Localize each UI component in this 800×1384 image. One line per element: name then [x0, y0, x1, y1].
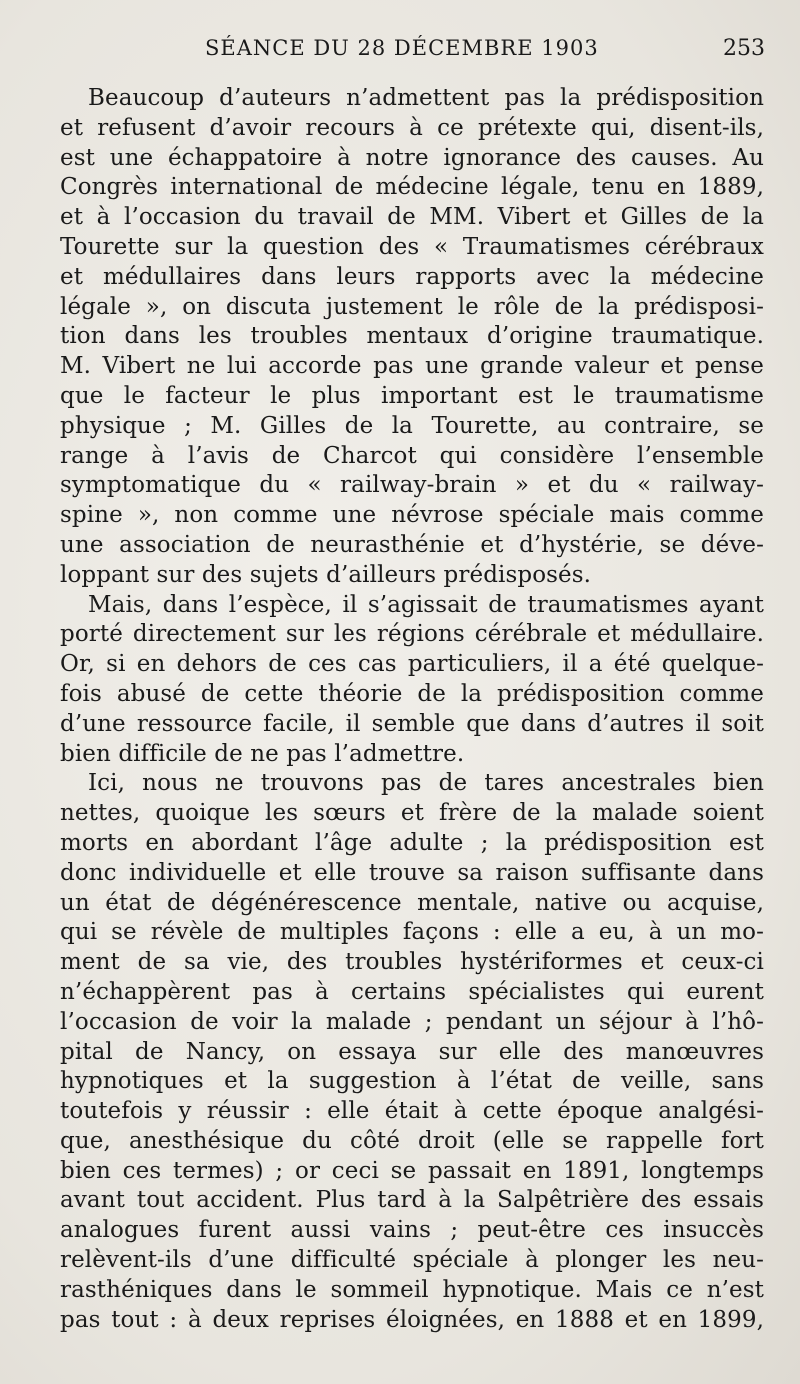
text-line: avant tout accident. Plus tard à la Salpêtrière des essais — [60, 1187, 764, 1214]
text-line: donc individuelle et elle trouve sa raison suffisante dans — [60, 859, 764, 886]
text-line: qui se révèle de multiples façons : elle a eu, à un mo- — [60, 919, 764, 946]
text-line: Beaucoup d’auteurs n’admettent pas la prédisposition — [88, 85, 764, 111]
text-line: est une échappatoire à notre ignorance des causes. Au — [60, 144, 764, 171]
text-line: bien ces termes) ; or ceci se passait en 1891, longtemps — [60, 1157, 764, 1184]
text-line: M. Vibert ne lui accorde pas une grande valeur et pense — [60, 353, 764, 380]
text-line: analogues furent aussi vains ; peut-être ces insuccès — [60, 1217, 764, 1244]
text-line: physique ; M. Gilles de la Tourette, au contraire, se — [60, 412, 764, 439]
text-line: Ici, nous ne trouvons pas de tares ancestrales bien — [88, 770, 764, 797]
text-line: légale », on discuta justement le rôle de la prédisposi- — [60, 293, 764, 320]
text-line: ment de sa vie, des troubles hystériformes et ceux-ci — [60, 949, 764, 976]
text-line: symptomatique du « railway-brain » et du « railway- — [60, 472, 764, 499]
text-line: d’une ressource facile, il semble que dans d’autres il soit — [60, 710, 764, 737]
text-line: pital de Nancy, on essaya sur elle des manœuvres — [60, 1038, 764, 1065]
text-line: nettes, quoique les sœurs et frère de la malade soient — [60, 800, 764, 827]
text-line: rasthéniques dans le sommeil hypnotique. Mais ce n’est — [60, 1276, 764, 1303]
text-line: l’occasion de voir la malade ; pendant un séjour à l’hô- — [60, 1008, 764, 1035]
text-line: morts en abordant l’âge adulte ; la prédisposition est — [60, 829, 764, 856]
text-line: loppant sur des sujets d’ailleurs prédisposés. — [60, 561, 592, 588]
text-line: Or, si en dehors de ces cas particuliers, il a été quelque- — [60, 651, 764, 678]
text-line: Mais, dans l’espèce, il s’agissait de traumatismes ayant — [88, 591, 764, 618]
running-title: SÉANCE DU 28 DÉCEMBRE 1903 — [205, 36, 599, 60]
text-line: et médullaires dans leurs rapports avec la médecine — [60, 263, 764, 290]
text-line: n’échappèrent pas à certains spécialistes qui eurent — [60, 978, 764, 1005]
text-line: tion dans les troubles mentaux d’origine traumatique. — [60, 323, 764, 350]
page-number: 253 — [723, 36, 765, 61]
text-line: que le facteur le plus important est le traumatisme — [60, 382, 764, 409]
text-line: une association de neurasthénie et d’hystérie, se déve- — [60, 531, 764, 558]
running-head — [60, 36, 765, 70]
text-line: un état de dégénérescence mentale, native ou acquise, — [60, 889, 764, 916]
text-line: Tourette sur la question des « Traumatismes cérébraux — [60, 233, 764, 260]
text-line: fois abusé de cette théorie de la prédisposition comme — [60, 680, 764, 707]
body-text — [60, 84, 764, 1335]
text-line: que, anesthésique du côté droit (elle se rappelle fort — [60, 1127, 764, 1154]
text-line: bien difficile de ne pas l’admettre. — [60, 740, 465, 767]
text-line: porté directement sur les régions cérébrale et médullaire. — [60, 621, 764, 648]
text-line: spine », non comme une névrose spéciale mais comme — [60, 502, 764, 529]
text-line: et refusent d’avoir recours à ce prétexte qui, disent-ils, — [60, 114, 764, 141]
text-line: pas tout : à deux reprises éloignées, en 1888 et en 1899, — [60, 1306, 764, 1333]
text-line: hypnotiques et la suggestion à l’état de veille, sans — [60, 1068, 764, 1095]
text-line: relèvent-ils d’une difficulté spéciale à plonger les neu- — [60, 1247, 764, 1274]
text-line: toutefois y réussir : elle était à cette époque analgési- — [60, 1098, 764, 1125]
text-line: range à l’avis de Charcot qui considère l’ensemble — [60, 442, 764, 469]
text-line: Congrès international de médecine légale, tenu en 1889, — [60, 174, 764, 201]
text-line: et à l’occasion du travail de MM. Vibert et Gilles de la — [60, 204, 764, 231]
